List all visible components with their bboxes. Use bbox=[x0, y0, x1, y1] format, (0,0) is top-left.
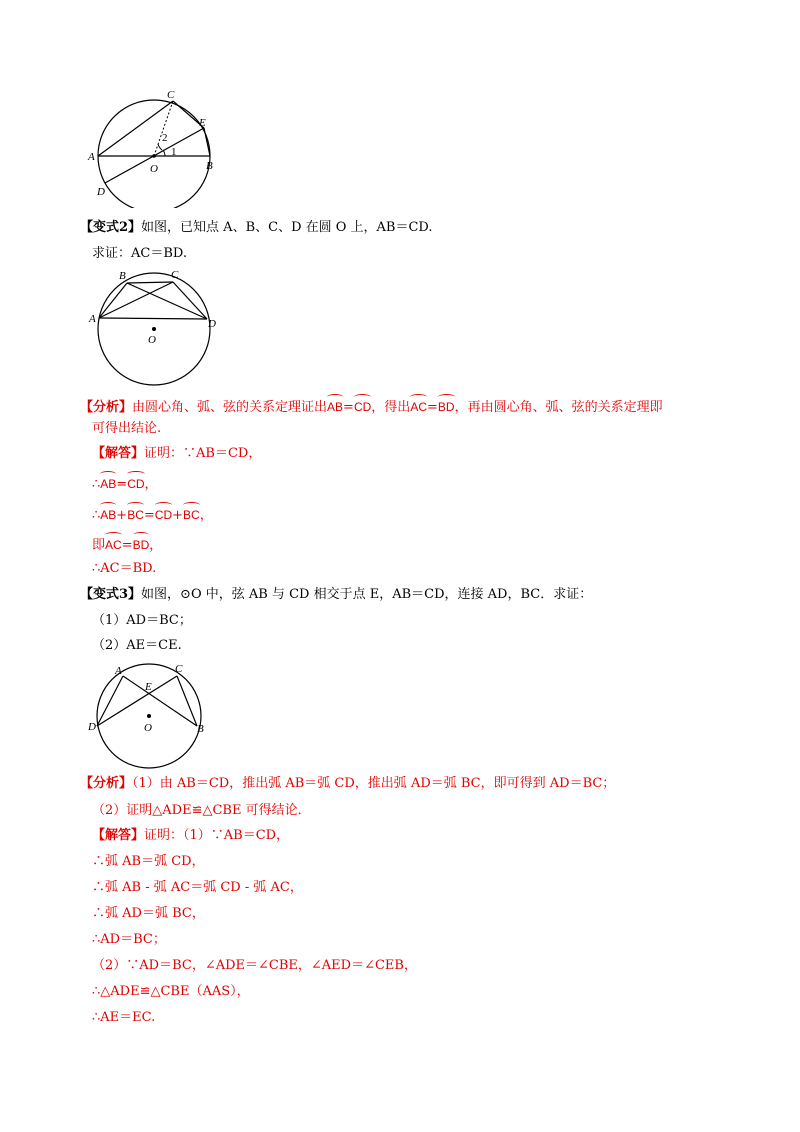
variant2-problem-line bbox=[80, 219, 433, 237]
fig3-label-b: B bbox=[197, 723, 204, 735]
arc-cd: CD bbox=[155, 503, 172, 524]
step4-prefix: 即 bbox=[92, 538, 106, 553]
arc-ac: AC bbox=[410, 395, 427, 416]
arc-ab: AB bbox=[100, 503, 116, 524]
plus-sign: + bbox=[116, 508, 128, 523]
variant3-line-5: ∴△ADE≌△CBE（AAS）， bbox=[92, 984, 250, 999]
variant2-solution-1: 证明：∵AB＝CD， bbox=[144, 446, 262, 461]
arc-cd: CD bbox=[354, 395, 371, 416]
comma: ， bbox=[199, 508, 213, 523]
comma: ， bbox=[144, 477, 158, 492]
fig1-label-c: C bbox=[167, 89, 175, 101]
fig2-label-b: B bbox=[119, 270, 126, 282]
variant2-analysis-c: ，再由圆心角、弧、弦的关系定理即 bbox=[454, 400, 663, 415]
fig3-label-a: A bbox=[115, 665, 122, 677]
variant2-analysis-line1 bbox=[80, 395, 663, 417]
arc-bc: BC bbox=[183, 503, 200, 524]
variant3-line-6: ∴AE＝EC. bbox=[92, 1010, 156, 1025]
variant2-step-4 bbox=[92, 533, 162, 555]
variant3-line-2: ∴弧 AD＝弧 BC， bbox=[92, 906, 205, 921]
fig1-label-a: A bbox=[88, 151, 95, 163]
variant3-line-1: ∴弧 AB - 弧 AC＝弧 CD - 弧 AC， bbox=[92, 880, 303, 895]
fig2-label-c: C bbox=[171, 269, 179, 281]
comma: ， bbox=[149, 538, 163, 553]
variant3-problem-line bbox=[80, 586, 592, 604]
variant3-line-0: ∴弧 AB＝弧 CD， bbox=[92, 854, 205, 869]
variant2-analysis-d: 可得出结论. bbox=[92, 421, 162, 436]
fig1-label-1: 1 bbox=[171, 146, 177, 158]
equals-sign: = bbox=[143, 508, 155, 523]
variant3-tag: 【变式3】 bbox=[80, 587, 142, 602]
arc-ab: AB bbox=[327, 395, 343, 416]
variant3-analysis-line1 bbox=[80, 775, 615, 793]
arc-bd: BD bbox=[438, 395, 455, 416]
variant2-step-2 bbox=[92, 472, 158, 494]
variant3-line-3: ∴AD＝BC； bbox=[92, 932, 166, 947]
variant3-problem: 如图，⊙O 中，弦 AB 与 CD 相交于点 E，AB＝CD，连接 AD，BC．求证： bbox=[141, 587, 593, 602]
equals-sign: = bbox=[121, 538, 133, 553]
variant3-q2: （2）AE＝CE. bbox=[92, 638, 182, 653]
variant2-tag: 【变式2】 bbox=[80, 220, 142, 235]
variant3-analysis-2: （2）证明△ADE≌△CBE 可得结论． bbox=[92, 803, 311, 818]
figure-2-circle-diagram bbox=[85, 268, 225, 388]
arc-ab: AB bbox=[100, 472, 116, 493]
fig3-label-e: E bbox=[145, 681, 152, 693]
fig1-label-e: E bbox=[199, 117, 206, 129]
variant2-solution-line1 bbox=[92, 445, 261, 463]
fig1-label-d: D bbox=[97, 186, 105, 198]
plus-sign: + bbox=[172, 508, 184, 523]
equals-sign: = bbox=[426, 400, 438, 415]
variant3-line-4: （2）∵AD＝BC，∠ADE＝∠CBE，∠AED＝∠CEB， bbox=[92, 958, 417, 973]
variant2-step-5: ∴AC＝BD. bbox=[92, 561, 157, 576]
therefore-symbol: ∴ bbox=[92, 477, 101, 492]
variant3-solution-tag: 【解答】 bbox=[92, 828, 145, 843]
fig3-label-d: D bbox=[88, 721, 96, 733]
arc-ac: AC bbox=[105, 533, 122, 554]
fig1-label-b: B bbox=[206, 160, 213, 172]
arc-cd: CD bbox=[127, 472, 144, 493]
fig1-label-2: 2 bbox=[162, 132, 168, 144]
variant3-q1: （1）AD＝BC； bbox=[92, 613, 192, 628]
variant3-analysis-tag: 【分析】 bbox=[80, 776, 133, 791]
fig2-label-a: A bbox=[89, 313, 96, 325]
variant3-solution-line1 bbox=[92, 827, 289, 845]
fig3-label-c: C bbox=[175, 663, 183, 675]
fig2-label-o: O bbox=[148, 334, 156, 346]
fig3-label-o: O bbox=[144, 722, 152, 734]
equals-sign: = bbox=[343, 400, 354, 415]
variant2-analysis-a: 由圆心角、弧、弦的关系定理证出 bbox=[132, 400, 328, 415]
therefore-symbol: ∴ bbox=[92, 508, 101, 523]
variant2-analysis-tag: 【分析】 bbox=[80, 400, 133, 415]
fig2-label-d: D bbox=[208, 318, 216, 330]
variant2-solution-tag: 【解答】 bbox=[92, 446, 145, 461]
variant2-prove: 求证：AC＝BD. bbox=[92, 246, 187, 261]
fig1-label-o: O bbox=[150, 163, 158, 175]
figure-1-circle-diagram bbox=[85, 88, 225, 208]
figure-3-circle-diagram bbox=[85, 660, 215, 770]
variant2-problem: 如图，已知点 A、B、C、D 在圆 O 上，AB＝CD. bbox=[141, 220, 433, 235]
variant2-step-3 bbox=[92, 503, 213, 525]
arc-bd: BD bbox=[133, 533, 150, 554]
variant3-analysis-1: （1）由 AB＝CD，推出弧 AB＝弧 CD，推出弧 AD＝弧 BC，即可得到 AD＝BC； bbox=[132, 776, 616, 791]
variant2-analysis-b: ，得出 bbox=[371, 400, 411, 415]
arc-bc: BC bbox=[127, 503, 144, 524]
variant3-solution-1: 证明：（1）∵AB＝CD， bbox=[144, 828, 290, 843]
equals-sign: = bbox=[116, 477, 128, 492]
